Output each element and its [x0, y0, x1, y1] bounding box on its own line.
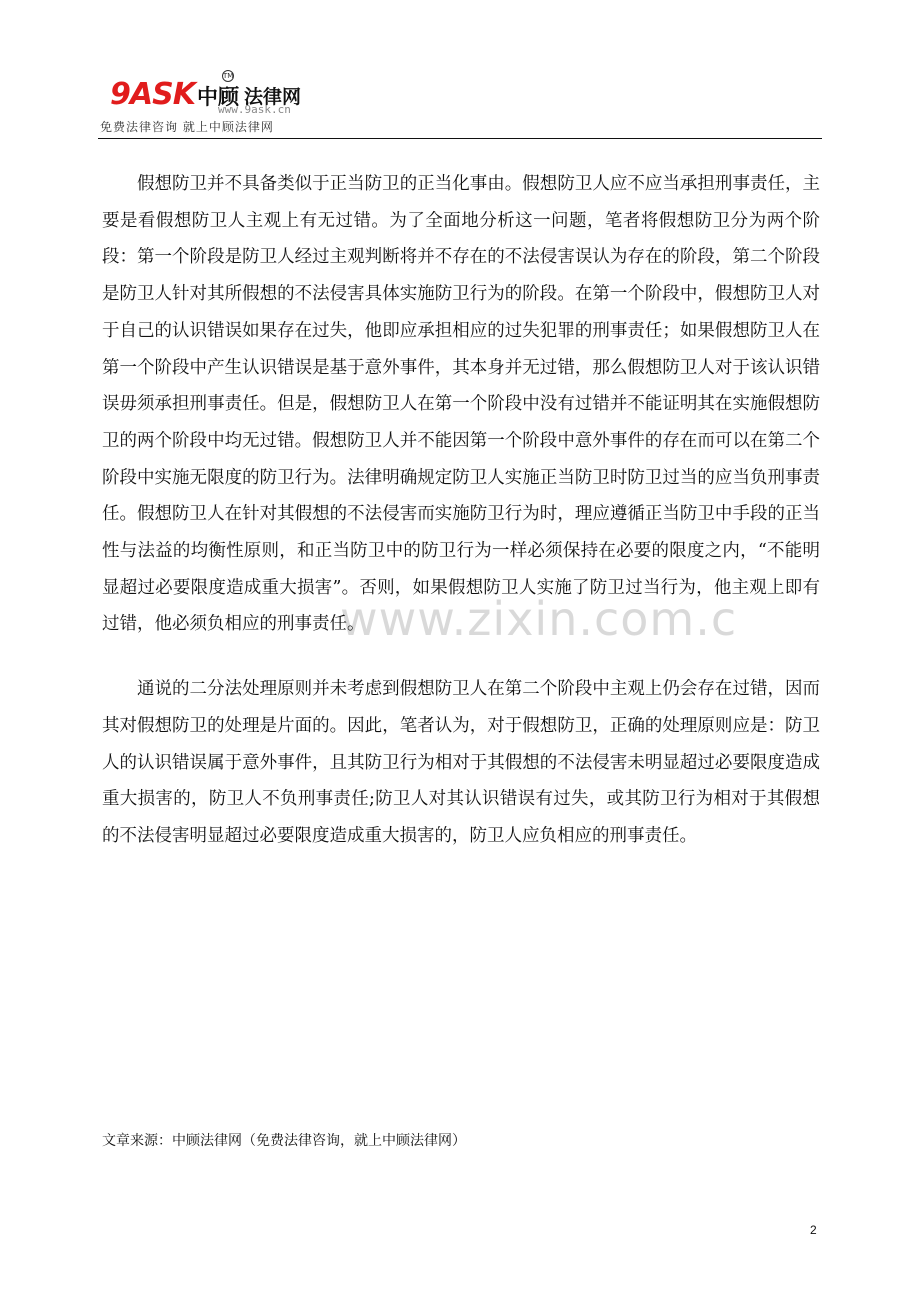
page-header: [98, 70, 822, 138]
watermark: www.zixin.com.c: [340, 592, 738, 646]
article-source: 文章来源：中顾法律网（免费法律咨询，就上中顾法律网）: [102, 1133, 466, 1149]
header-divider: [98, 138, 822, 139]
logo-zhonggu: 中顾: [196, 85, 239, 109]
trademark-icon: TM: [223, 72, 234, 80]
site-url: www.9ask.cn: [218, 103, 291, 116]
paragraph: 通说的二分法处理原则并未考虑到假想防卫人在第二个阶段中主观上仍会存在过错，因而其对假想防卫的处理是片面的。因此，笔者认为，对于假想防卫，正确的处理原则应是：防卫人的认识错误属于意外事件，且其防卫行为相对于其假想的不法侵害未明显超过必要限度造成重大损害的，防卫人不负刑事责任;防卫人对其认识错误有过失，或其防卫行为相对于其假想的不法侵害明显超过必要限度造成重大损害的，防卫人应负相应的刑事责任。: [102, 679, 820, 846]
logo-law: 法律网: [243, 86, 301, 108]
header-slogan: 免费法律咨询 就上中顾法律网: [100, 120, 274, 134]
paragraph: 假想防卫并不具备类似于正当防卫的正当化事由。假想防卫人应不应当承担刑事责任，主要是看假想防卫人主观上有无过错。为了全面地分析这一问题，笔者将假想防卫分为两个阶段：第一个阶段是防卫人经过主观判断将并不存在的不法侵害误认为存在的阶段，第二个阶段是防卫人针对其所假想的不法侵害具体实施防卫行为的阶段。在第一个阶段中，假想防卫人对于自己的认识错误如果存在过失，他即应承担相应的过失犯罪的刑事责任；如果假想防卫人在第一个阶段中产生认识错误是基于意外事件，其本身并无过错，那么假想防卫人对于该认识错误毋须承担刑事责任。但是，假想防卫人在第一个阶段中没有过错并不能证明其在实施假想防卫的两个阶段中均无过错。假想防卫人并不能因第一个阶段中意外事件的存在而可以在第二个阶段中实施无限度的防卫行为。法律明确规定防卫人实施正当防卫时防卫过当的应当负刑事责任。假想防卫人在针对其假想的不法侵害而实施防卫行为时，理应遵循正当防卫中手段的正当性与法益的均衡性原则，和正当防卫中的防卫行为一样必须保持在必要的限度之内，“不能明显超过必要限度造成重大损害”。否则，如果假想防卫人实施了防卫过当行为，他主观上即有过错，他必须负相应的刑事责任。: [102, 174, 820, 635]
page-number: 2: [810, 1223, 817, 1237]
logo-brand: 9ASK: [110, 77, 195, 112]
article-body: [102, 166, 820, 855]
